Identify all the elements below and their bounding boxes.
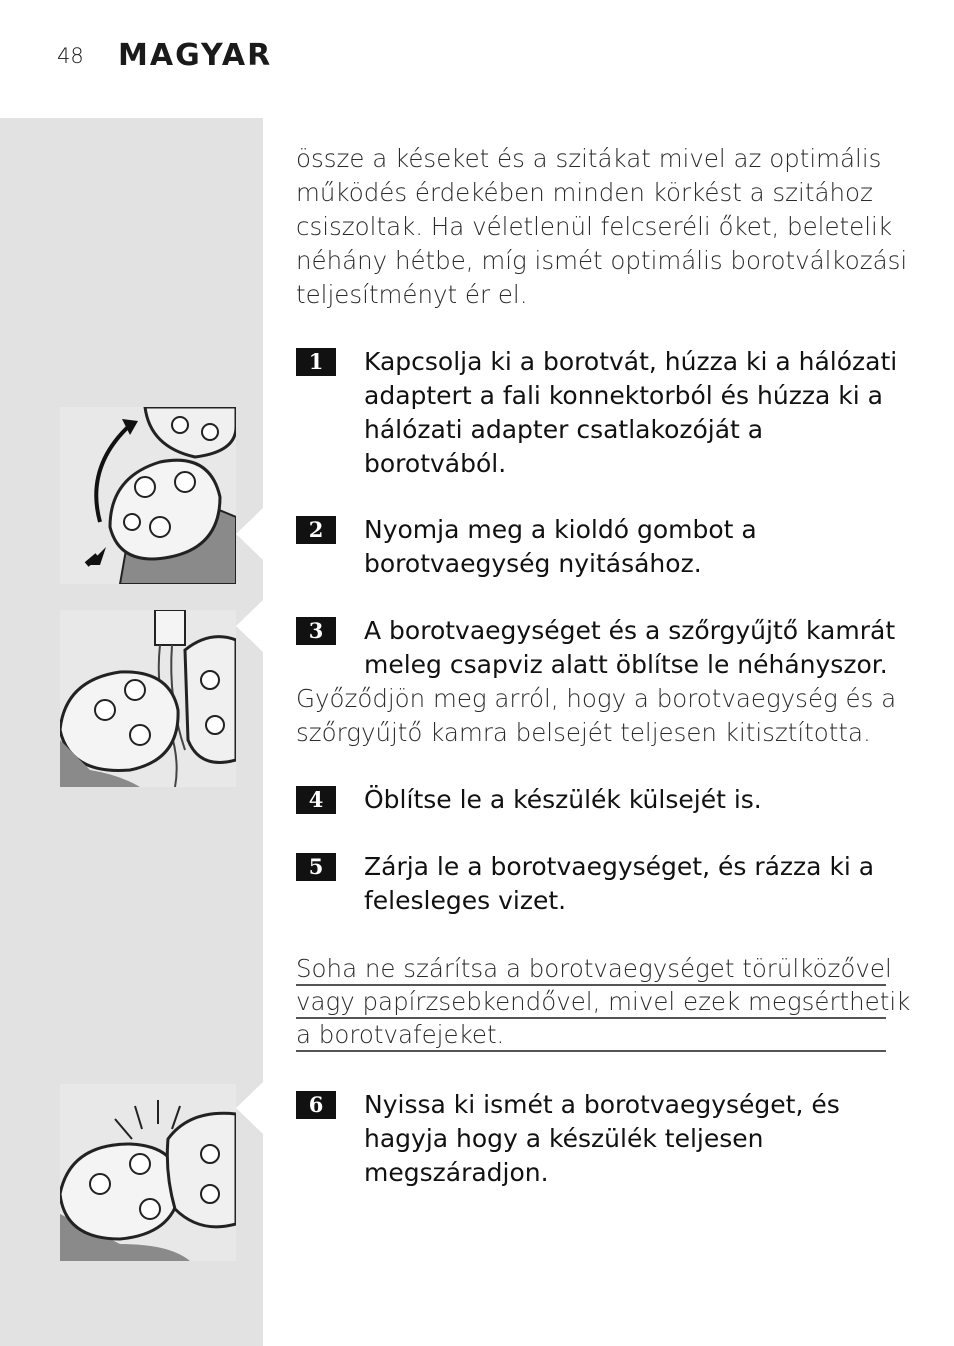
step-text: [364, 345, 896, 481]
shaver-open-drying-illustration: [60, 1084, 236, 1261]
step-text: [364, 850, 896, 918]
text-line: Győződjön meg arról, hogy a borotvaegység és a: [296, 684, 897, 713]
shaver-rinse-tap-illustration: [60, 610, 236, 787]
text-line: meleg csapviz alatt öblítse le néhányszor.: [364, 650, 888, 679]
step-number-badge: 4: [296, 786, 336, 814]
illustration-pointer: [236, 1082, 263, 1134]
text-line: [296, 1019, 886, 1052]
step-text: [364, 783, 896, 817]
shaver-open-arrows-illustration: [60, 407, 236, 584]
text-line: össze a késeket és a szitákat mivel az optimális: [296, 144, 882, 173]
illustration-pointer: [236, 508, 263, 560]
text-line: felesleges vizet.: [364, 886, 567, 915]
text-line: Öblítse le a készülék külsejét is.: [364, 785, 762, 814]
text-line: szőrgyűjtő kamra belsejét teljesen kitisztította.: [296, 718, 871, 747]
step-number-badge: 6: [296, 1091, 336, 1119]
warning-line: Soha ne szárítsa a borotvaegységet törülközővel: [296, 953, 886, 986]
text-line: [296, 986, 911, 1019]
text-line: borotvaegység nyitásához.: [364, 549, 702, 578]
intro-paragraph: [296, 142, 908, 312]
step-2: [296, 513, 896, 581]
text-line: borotvából.: [364, 449, 507, 478]
text-line: A borotvaegységet és a szőrgyűjtő kamrát: [364, 616, 896, 645]
warning-line: vagy papírzsebkendővel, mivel ezek megsérthetik: [296, 986, 886, 1019]
text-line: Zárja le a borotvaegységet, és rázza ki a: [364, 852, 875, 881]
text-line: csiszoltak. Ha véletlenül felcseréli őket, beletelik: [296, 212, 893, 241]
step-text: [364, 513, 896, 581]
section-title: MAGYAR: [118, 38, 273, 73]
step-number-badge: 1: [296, 348, 336, 376]
text-line: [296, 953, 892, 986]
warning-line: a borotvafejeket.: [296, 1019, 886, 1052]
note-paragraph: [296, 682, 897, 750]
text-line: néhány hétbe, míg ismét optimális borotválkozási: [296, 246, 908, 275]
text-line: Nyomja meg a kioldó gombot a: [364, 515, 757, 544]
step-1: [296, 345, 896, 481]
step-number-badge: 3: [296, 617, 336, 645]
illustration-pointer: [236, 600, 263, 652]
text-line: Kapcsolja ki a borotvát, húzza ki a hálózati: [364, 347, 898, 376]
step-4: [296, 783, 896, 817]
step-number-badge: 2: [296, 516, 336, 544]
text-line: teljesítményt ér el.: [296, 280, 528, 309]
step-3: [296, 614, 896, 682]
warning-paragraph: [296, 953, 911, 1052]
text-line: hálózati adapter csatlakozóját a: [364, 415, 764, 444]
text-line: Nyissa ki ismét a borotvaegységet, és: [364, 1090, 840, 1119]
step-text: [364, 1088, 896, 1190]
step-6: [296, 1088, 896, 1190]
step-number-badge: 5: [296, 853, 336, 881]
text-line: hagyja hogy a készülék teljesen: [364, 1124, 764, 1153]
text-line: megszáradjon.: [364, 1158, 549, 1187]
step-text: [364, 614, 896, 682]
page-number: 48: [57, 44, 84, 68]
text-line: működés érdekében minden körkést a szitához: [296, 178, 873, 207]
text-line: adaptert a fali konnektorból és húzza ki a: [364, 381, 883, 410]
step-5: [296, 850, 896, 918]
